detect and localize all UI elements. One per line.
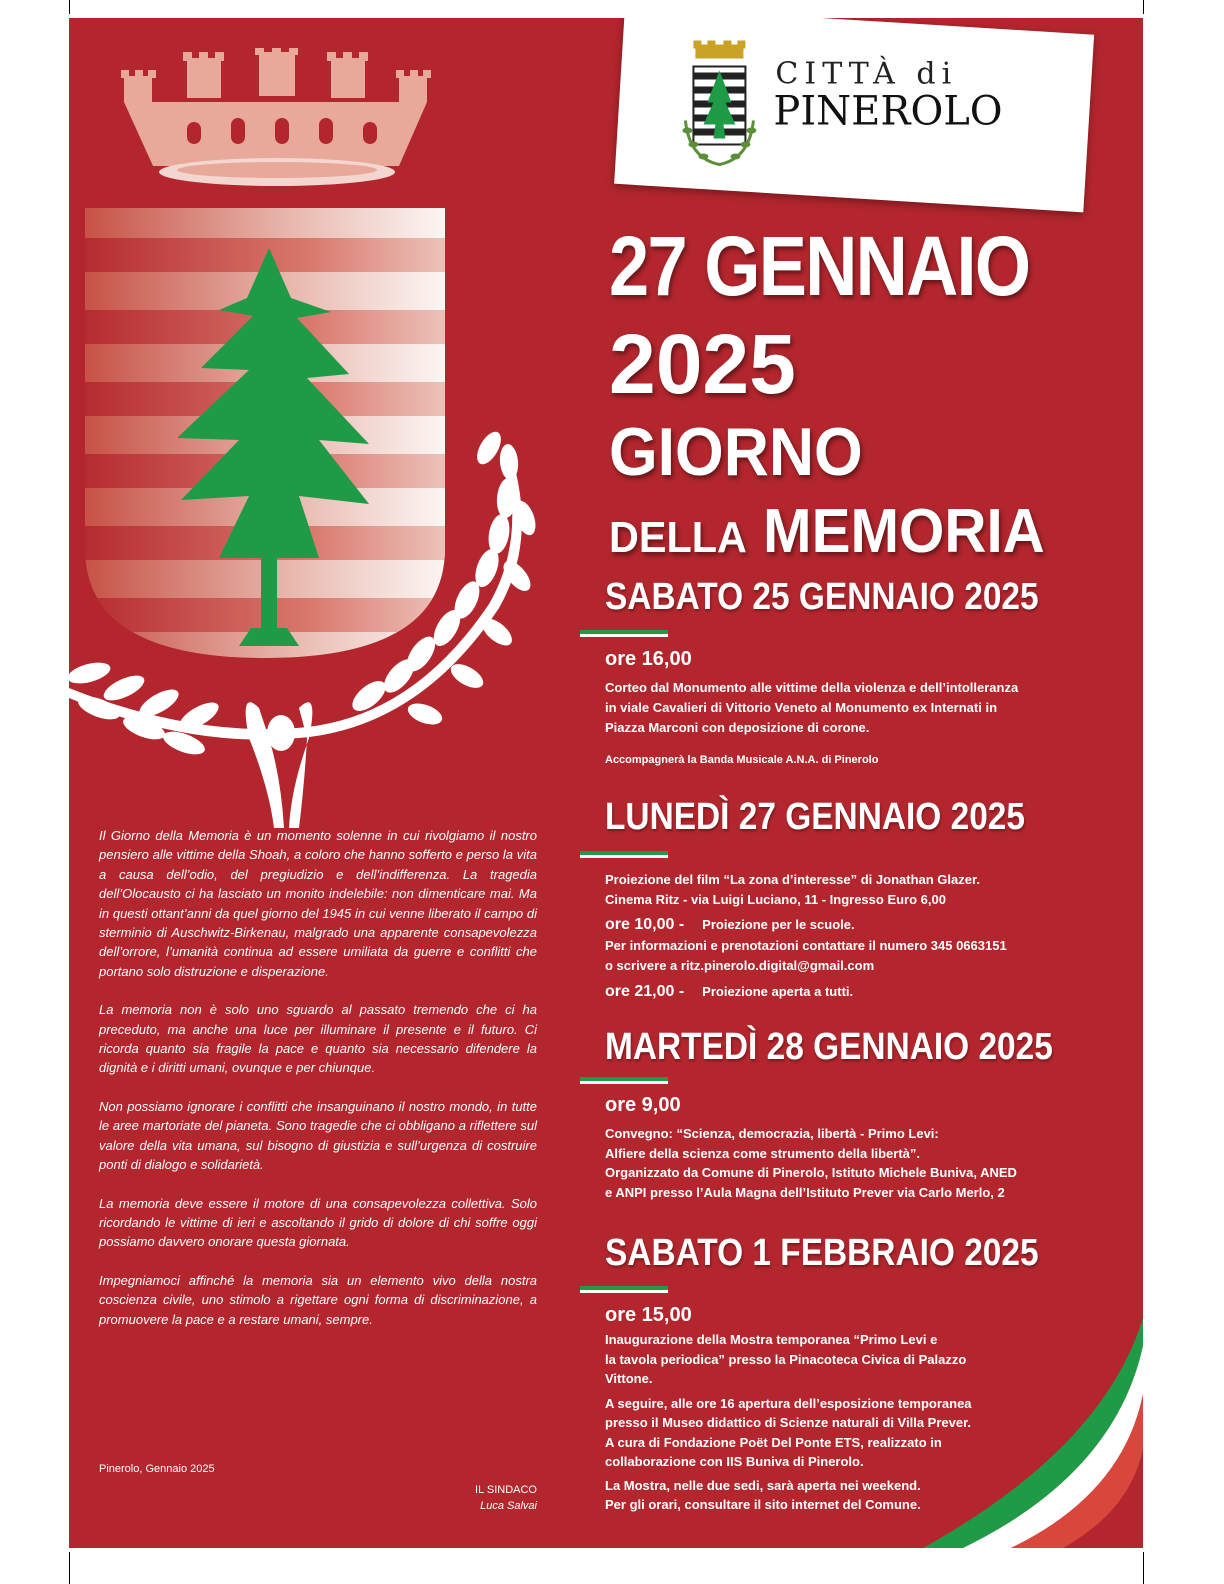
event-day-title: SABATO 25 GENNAIO 2025 <box>605 576 1039 618</box>
signer-name: Luca Salvai <box>480 1500 537 1512</box>
event-time: ore 9,00 <box>605 1094 681 1116</box>
event-time-row <box>605 915 855 935</box>
event-description-line: Inaugurazione della Mostra temporanea “Primo Levi e <box>605 1332 938 1347</box>
event-description-line: Vittone. <box>605 1371 653 1386</box>
crop-mark <box>1143 1552 1144 1584</box>
section-divider <box>580 851 668 858</box>
event-time-row <box>605 982 853 1002</box>
coat-of-arms-illustration <box>69 48 569 838</box>
event-description-line: Per gli orari, consultare il sito internet del Comune. <box>605 1497 921 1512</box>
mayor-message <box>99 826 537 1348</box>
event-time: ore 16,00 <box>605 648 692 670</box>
logo-city-name: PINEROLO <box>773 88 1003 135</box>
message-paragraph: Non possiamo ignorare i conflitti che insanguinano il nostro mondo, in tutte le aree martoriate del pianeta. Sono tragedie che ci obbligano a riflettere sul valore della vita umana, sul bisogno di giustizia e sull’urgenza di costruire ponti di dialogo e solidarietà. <box>99 1098 537 1173</box>
event-time: ore 15,00 <box>605 1304 692 1326</box>
headline-della: DELLA <box>609 513 747 562</box>
event-note: Accompagnerà la Banda Musicale A.N.A. di Pinerolo <box>605 754 879 766</box>
event-description-line: in viale Cavalieri di Vittorio Veneto al Monumento ex Internati in <box>605 700 998 715</box>
message-paragraph: Il Giorno della Memoria è un momento solenne in cui rivolgiamo il nostro pensiero alle vittime della Shoah, a coloro che hanno sofferto e perso la vita a causa dell’odio, del pregiudizio e dell’indifferenza. La tragedia dell’Olocausto ci ha lasciato un monito indelebile: non dimenticare mai. Ma in questi ottant’anni da quel giorno del 1945 in cui venne liberato il campo di sterminio di Auschwitz-Birkenau, malgrado una apparente consapevolezza dell’orrore, l’umanità continua ad essere umiliata da guerre e conflitti che portano solo distruzione e disperazione. <box>99 828 537 979</box>
event-description-line: Per informazioni e prenotazioni contattare il numero 345 0663151 <box>605 938 1007 953</box>
event-description-line: Proiezione del film “La zona d’interesse” di Jonathan Glazer. <box>605 872 980 887</box>
section-divider <box>580 1077 668 1084</box>
message-paragraph: Impegniamoci affinché la memoria sia un elemento vivo della nostra coscienza civile, uno stimolo a rigettare ogni forma di discriminazione, a promuovere la pace e a restare umani, sempre. <box>99 1272 537 1327</box>
message-paragraph: La memoria non è solo uno sguardo al passato tremendo che ci ha preceduto, ma anche una luce per illuminare il presente e il futuro. Ci ricorda quanto sia fragile la pace e quanto sia necessario difendere la dignità e i diritti umani, ovunque e per chiunque. <box>99 1002 537 1076</box>
event-description-line: collaborazione con IIS Buniva di Pinerolo. <box>605 1454 864 1469</box>
event-description-line: o scrivere a ritz.pinerolo.digital@gmail.com <box>605 958 875 973</box>
message-paragraph: La memoria deve essere il motore di una consapevolezza collettiva. Solo ricordando le vittime di ieri e ascoltando il grido di dolore di chi soffre oggi possiamo davvero onorare questa giornata. <box>99 1195 537 1250</box>
headline-della-memoria <box>609 496 1045 567</box>
crop-mark <box>69 1552 70 1584</box>
event-description-line: Cinema Ritz - via Luigi Luciano, 11 - Ingresso Euro 6,00 <box>605 892 946 907</box>
headline-date: 27 GENNAIO <box>609 219 1030 313</box>
city-emblem-icon <box>679 40 759 168</box>
event-time: ore 21,00 - <box>605 983 685 1000</box>
event-description-line: presso il Museo didattico di Scienze naturali di Villa Prever. <box>605 1415 972 1430</box>
event-description-line: A cura di Fondazione Poët Del Ponte ETS, realizzato in <box>605 1435 942 1450</box>
headline-memoria: MEMORIA <box>763 497 1045 566</box>
crown-icon <box>121 48 431 166</box>
headline-year: 2025 <box>609 317 796 411</box>
event-time: ore 10,00 - <box>605 916 685 933</box>
event-description-line: la tavola periodica” presso la Pinacoteca Civica di Palazzo <box>605 1352 967 1367</box>
event-description-line: A seguire, alle ore 16 apertura dell’esposizione temporanea <box>605 1396 972 1411</box>
event-description-line: Convegno: “Scienza, democrazia, libertà - Primo Levi: <box>605 1126 939 1141</box>
event-description-line: e ANPI presso l’Aula Magna dell’Istituto Prever via Carlo Merlo, 2 <box>605 1185 1005 1200</box>
crop-mark <box>69 0 70 14</box>
event-day-title: MARTEDÌ 28 GENNAIO 2025 <box>605 1026 1053 1068</box>
place-date: Pinerolo, Gennaio 2025 <box>99 1463 215 1475</box>
event-time-description: Proiezione aperta a tutti. <box>702 984 854 999</box>
logo-city-label: CITTÀ di <box>775 56 958 92</box>
italian-flag-arc <box>883 1298 1143 1548</box>
headline-giorno: GIORNO <box>609 414 863 490</box>
event-description-line: Corteo dal Monumento alle vittime della violenza e dell’intolleranza <box>605 680 1019 695</box>
signer-role: IL SINDACO <box>475 1484 537 1496</box>
event-description-line: La Mostra, nelle due sedi, sarà aperta nei weekend. <box>605 1478 921 1493</box>
event-description-line: Alfiere della scienza come strumento della libertà”. <box>605 1146 920 1161</box>
event-day-title: SABATO 1 FEBBRAIO 2025 <box>605 1232 1039 1274</box>
section-divider <box>580 1286 668 1293</box>
event-day-title: LUNEDÌ 27 GENNAIO 2025 <box>605 796 1025 838</box>
event-description-line: Piazza Marconi con deposizione di corone. <box>605 720 870 735</box>
crop-mark <box>1143 0 1144 14</box>
event-time-description: Proiezione per le scuole. <box>702 917 855 932</box>
event-description-line: Organizzato da Comune di Pinerolo, Istituto Michele Buniva, ANED <box>605 1165 1017 1180</box>
poster <box>69 18 1143 1548</box>
section-divider <box>580 630 668 637</box>
city-logo-card <box>614 18 1094 212</box>
